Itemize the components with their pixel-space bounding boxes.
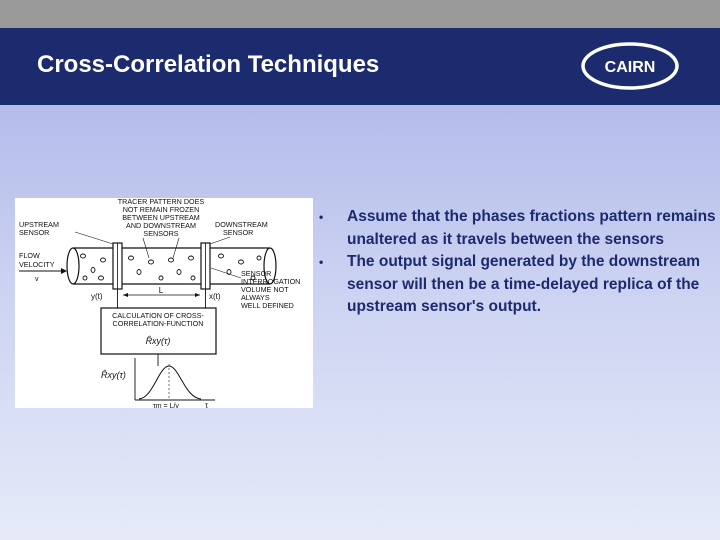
top-strip [0, 0, 720, 28]
tracer-label-line-4: AND DOWNSTREAM [126, 221, 196, 230]
calc-line-1: CALCULATION OF CROSS- [112, 311, 204, 320]
cairn-logo [580, 40, 680, 92]
flow-symbol: v [35, 276, 39, 283]
interrogation-line-5: WELL DEFINED [241, 301, 294, 310]
interrogation-line-3: VOLUME NOT [241, 285, 289, 294]
bullet-text: The output signal generated by the downstream sensor will then be a time-delayed replica of the upstream sensor's output. [347, 253, 701, 315]
tracer-label-line-5: SENSORS [143, 229, 179, 238]
calc-line-2: CORRELATION-FUNCTION [112, 319, 204, 328]
interrogation-line-2: INTERROGATION [241, 277, 301, 286]
tau-m-label: τm = L/v [153, 403, 179, 408]
y-signal-label: y(t) [91, 292, 103, 301]
bullet-mark: • [319, 255, 324, 269]
correlation-curve [139, 366, 201, 399]
tracer-label-line-1: TRACER PATTERN DOES [117, 198, 205, 206]
bullet-item [318, 251, 718, 319]
cross-correlation-diagram [15, 198, 313, 408]
rxy-axis-label: R̂xy(τ) [101, 370, 126, 380]
bullet-mark: • [319, 210, 324, 224]
logo-text: CAIRN [604, 59, 656, 76]
slide-title: Cross-Correlation Techniques [37, 51, 380, 78]
flow-label-line-2: VELOCITY [19, 260, 55, 269]
bullet-item [318, 206, 718, 251]
length-label: L [158, 286, 164, 295]
bullet-text: Assume that the phases fractions pattern remains unaltered as it travels between the sensors [347, 208, 716, 248]
downstream-label-line-2: SENSOR [223, 228, 254, 237]
upstream-label-line-2: SENSOR [19, 228, 50, 237]
tracer-label-line-3: BETWEEN UPSTREAM [122, 213, 200, 222]
interrogation-line-1: SENSOR [241, 269, 272, 278]
downstream-label-line-1: DOWNSTREAM [215, 220, 268, 229]
interrogation-line-4: ALWAYS [241, 293, 270, 302]
flow-label-line-1: FLOW [19, 251, 40, 260]
tracer-label-line-2: NOT REMAIN FROZEN [122, 205, 200, 214]
bullet-list [318, 206, 718, 319]
pipe-inlet [67, 248, 79, 284]
tracer-particles [81, 254, 262, 280]
calc-rxy: R̂xy(τ) [145, 336, 171, 346]
tau-label: τ [205, 401, 209, 408]
upstream-label-line-1: UPSTREAM [19, 220, 59, 229]
x-signal-label: x(t) [209, 292, 221, 301]
